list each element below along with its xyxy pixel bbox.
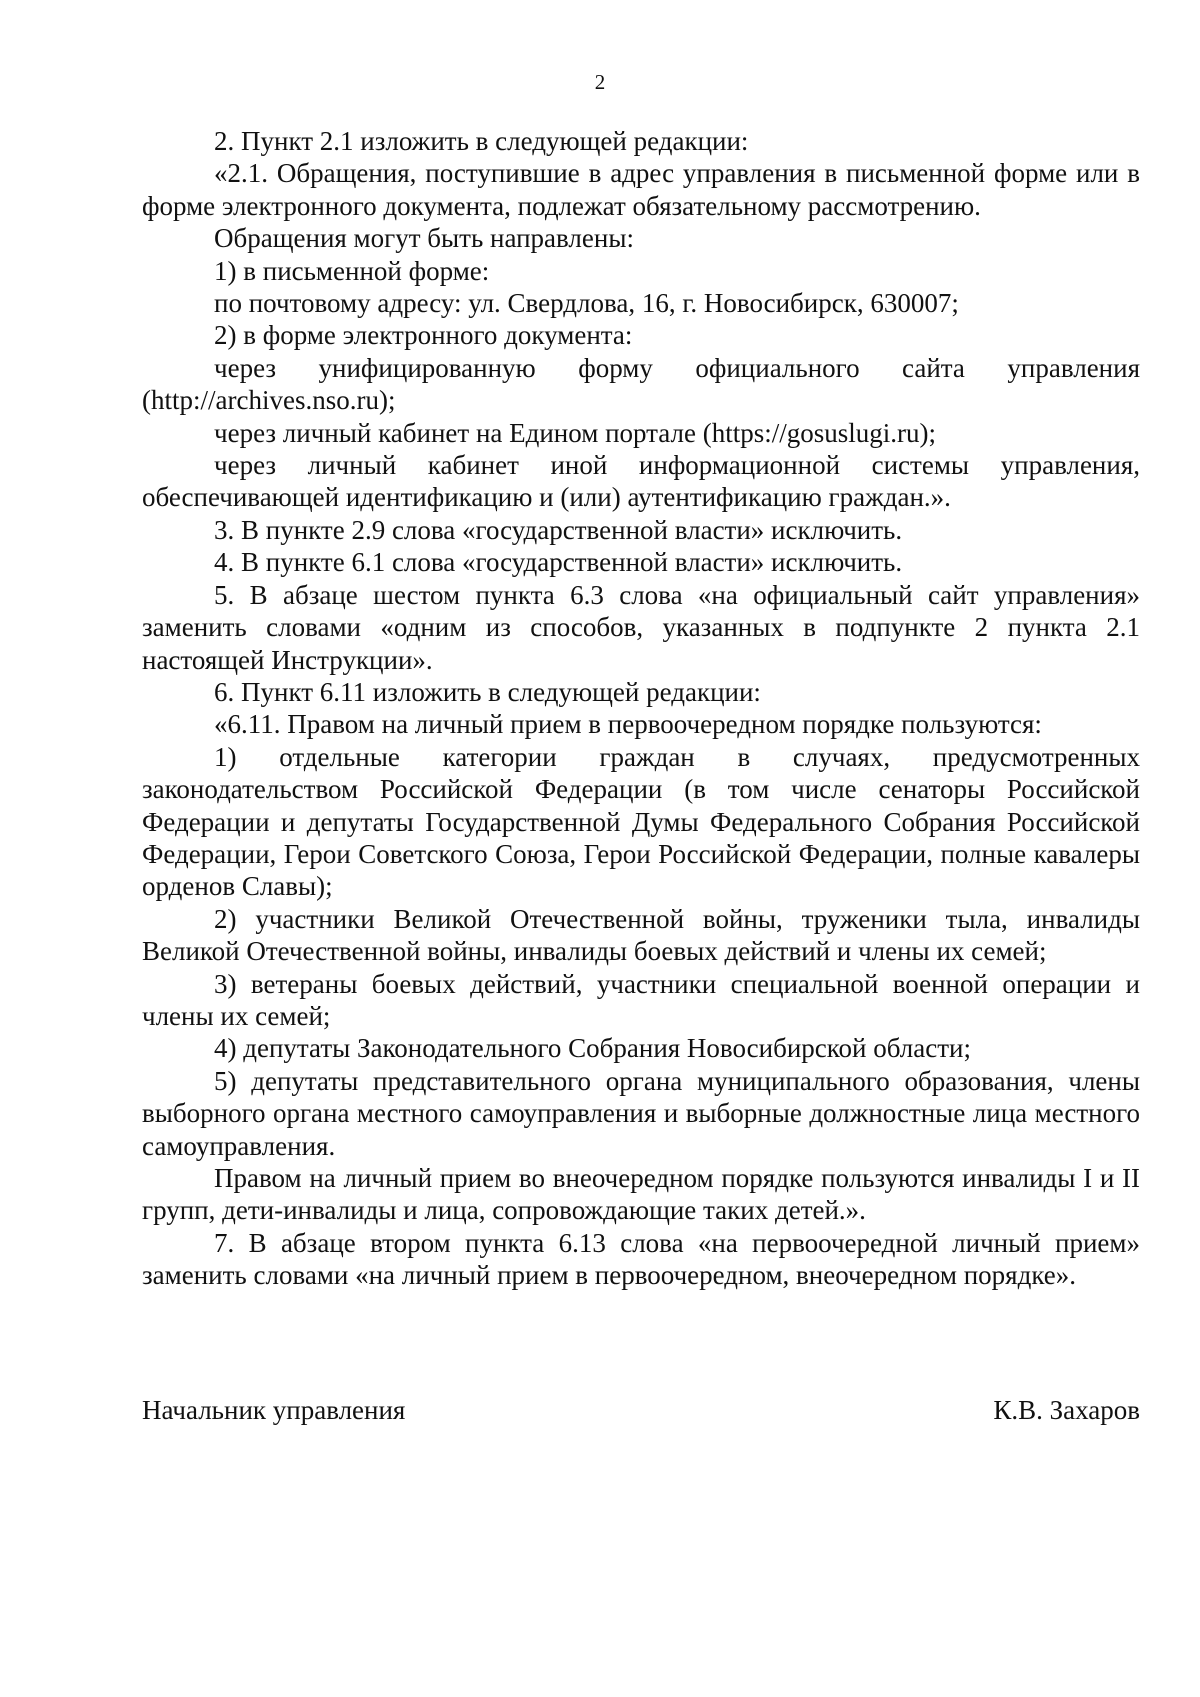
signature-block bbox=[142, 1394, 1140, 1426]
paragraph: 4. В пункте 6.1 слова «государственной власти» исключить. bbox=[214, 547, 903, 578]
paragraph: через личный кабинет на Едином портале (https://gosuslugi.ru); bbox=[214, 417, 936, 448]
paragraph: 3. В пункте 2.9 слова «государственной власти» исключить. bbox=[214, 514, 903, 545]
paragraph: по почтовому адресу: ул. Свердлова, 16, г. Новосибирск, 630007; bbox=[214, 288, 959, 319]
paragraph: 7. В абзаце втором пункта 6.13 слова «на первоочередной личный прием» заменить словами «на личный прием в первоочередном, внеочередном порядке». bbox=[142, 1227, 1140, 1291]
paragraph: 3) ветераны боевых действий, участники специальной военной операции и члены их семей; bbox=[142, 968, 1140, 1031]
paragraph: через унифицированную форму официального сайта управления (http://archives.nso.ru); bbox=[142, 352, 1140, 416]
paragraph: «6.11. Правом на личный прием в первоочередном порядке пользуются: bbox=[214, 709, 1042, 740]
paragraph: 2. Пункт 2.1 изложить в следующей редакции: bbox=[214, 126, 749, 156]
paragraph: 2) участники Великой Отечественной войны, труженики тыла, инвалиды Великой Отечественной войны, инвалиды боевых действий и члены их семей; bbox=[142, 903, 1140, 967]
signatory-name: К.В. Захаров bbox=[993, 1395, 1140, 1425]
document-body bbox=[142, 125, 1140, 1292]
paragraph: Обращения могут быть направлены: bbox=[214, 223, 634, 254]
signatory-position: Начальник управления bbox=[142, 1395, 406, 1425]
paragraph: 5. В абзаце шестом пункта 6.3 слова «на официальный сайт управления» заменить словами «одним из способов, указанных в подпункте 2 пункта 2.1 настоящей Инструкции». bbox=[142, 579, 1140, 675]
page-number: 2 bbox=[594, 70, 606, 94]
paragraph: 1) отдельные категории граждан в случаях, предусмотренных законодательством Российской Федерации (в том числе сенаторы Российской Федерации и депутаты Государственной Думы Федерального Собрания Российской Федерации, Герои Советского Союза, Герои Российской Федерации, полные кавалеры орденов Славы); bbox=[142, 741, 1140, 902]
paragraph: через личный кабинет иной информационной системы управления, обеспечивающей идентификацию и (или) аутентификацию граждан.». bbox=[142, 450, 1140, 513]
paragraph: 5) депутаты представительного органа муниципального образования, члены выборного органа местного самоуправления и выборные должностные лица местного самоуправления. bbox=[142, 1065, 1140, 1161]
paragraph: Правом на личный прием во внеочередном порядке пользуются инвалиды I и II групп, дети-инвалиды и лица, сопровождающие таких детей.». bbox=[142, 1163, 1140, 1226]
paragraph: 6. Пункт 6.11 изложить в следующей редакции: bbox=[214, 676, 761, 707]
paragraph: 4) депутаты Законодательного Собрания Новосибирской области; bbox=[214, 1033, 971, 1064]
paragraph: 2) в форме электронного документа: bbox=[214, 320, 633, 351]
paragraph: «2.1. Обращения, поступившие в адрес управления в письменной форме или в форме электронного документа, подлежат обязательному рассмотрению. bbox=[142, 158, 1140, 221]
paragraph: 1) в письменной форме: bbox=[214, 255, 490, 286]
